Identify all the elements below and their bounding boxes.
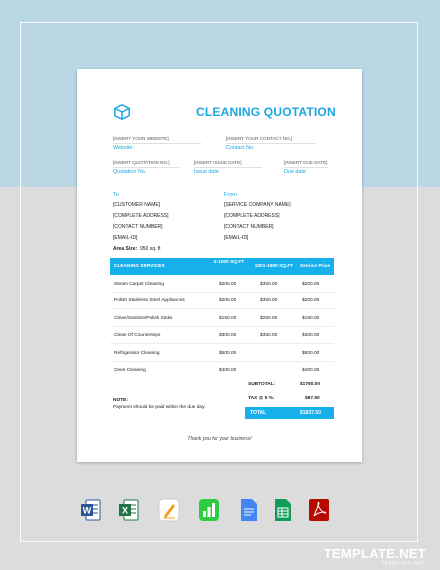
to-line: [COMPLETE ADDRESS] xyxy=(113,213,169,219)
quotation-label: Quotation No. xyxy=(113,169,147,175)
table-cell-service: Clean Of Countertops xyxy=(114,333,161,338)
header-services: CLEANING SERVICES xyxy=(114,264,165,269)
subtotal-value: $1750.00 xyxy=(300,382,321,387)
table-cell-price: $200.00 xyxy=(302,298,320,303)
template-net-brand xyxy=(324,546,426,567)
issue-date-placeholder: [INSERT ISSUE DATE] xyxy=(194,160,242,165)
google-docs-icon[interactable] xyxy=(238,498,260,522)
table-cell-price: $400.00 xyxy=(302,368,320,373)
numbers-icon[interactable] xyxy=(198,498,220,522)
table-cell-range-2: $250.00 xyxy=(260,316,278,321)
table-cell-service: Steam Carpet Cleaning xyxy=(114,282,164,287)
quotation-placeholder: [INSERT QUOTATION NO.] xyxy=(113,160,170,165)
divider xyxy=(113,143,201,144)
google-sheets-icon[interactable] xyxy=(272,498,294,522)
area-size-label: Area Size: xyxy=(113,246,138,252)
table-cell-range-1: $300.00 xyxy=(219,333,237,338)
tax-value: $87.50 xyxy=(305,396,320,401)
thank-you-text: Thank you for your business! xyxy=(187,436,252,442)
divider xyxy=(194,167,262,168)
table-cell-range-2: $350.00 xyxy=(260,333,278,338)
from-line: [COMPLETE ADDRESS] xyxy=(224,213,280,219)
box-logo-icon xyxy=(113,103,131,121)
header-range-2: 1001-1500 SQ.FT xyxy=(254,264,294,269)
header-service-price: Service Price xyxy=(299,264,331,269)
to-line: [CONTACT NUMBER] xyxy=(113,224,163,230)
pdf-icon[interactable] xyxy=(308,498,330,522)
contact-placeholder: [INSERT YOUR CONTACT NO.] xyxy=(226,136,293,141)
note-label: NOTE: xyxy=(113,398,128,403)
table-cell-price: $200.00 xyxy=(302,282,320,287)
table-cell-range-2: $350.00 xyxy=(260,282,278,287)
from-label: From xyxy=(224,192,237,198)
divider xyxy=(226,143,316,144)
pages-icon[interactable] xyxy=(158,498,180,522)
row-divider xyxy=(110,292,334,293)
due-date-label: Due date xyxy=(284,169,306,175)
subtotal-label: SUBTOTAL: xyxy=(248,382,276,387)
tax-label: TAX @ 5 %: xyxy=(248,396,275,401)
table-cell-price: $500.00 xyxy=(302,351,320,356)
document-title: CLEANING QUOTATION xyxy=(196,105,336,119)
row-divider xyxy=(110,326,334,327)
table-cell-range-1: $150.00 xyxy=(219,316,237,321)
contact-label: Contact No. xyxy=(226,145,255,151)
header-range-1: 0-1000 SQ.FT xyxy=(213,260,245,265)
divider xyxy=(113,167,179,168)
issue-date-label: Issue date xyxy=(194,169,219,175)
from-line: [CONTACT NUMBER] xyxy=(224,224,274,230)
to-label: To xyxy=(113,192,119,198)
row-divider xyxy=(110,361,334,362)
excel-icon[interactable] xyxy=(118,498,140,522)
brand-name: TEMPLATE.NET xyxy=(323,546,426,561)
to-line: [EMAIL-ID] xyxy=(113,235,138,241)
svg-text:X: X xyxy=(121,505,129,516)
table-cell-service: Polish Stainless Steel Appliances xyxy=(114,298,185,303)
svg-text:W: W xyxy=(82,505,92,516)
table-cell-service: Clean/Sanitize/Polish Sinks xyxy=(114,316,173,321)
table-cell-range-1: $500.00 xyxy=(219,351,237,356)
table-cell-service: Refrigerator Cleaning xyxy=(114,351,160,356)
table-cell-range-1: $200.00 xyxy=(219,298,237,303)
brand-sub: TEMPLATE.NET xyxy=(381,561,426,567)
table-header xyxy=(110,258,334,275)
total-bar xyxy=(245,407,334,419)
from-line: [EMAIL-ID] xyxy=(224,235,249,241)
website-placeholder: [INSERT YOUR WEBSITE] xyxy=(113,136,169,141)
due-date-placeholder: [INSERT DUE DATE] xyxy=(284,160,328,165)
total-value: $1837.50 xyxy=(300,410,321,416)
row-divider xyxy=(110,343,334,344)
total-label: TOTAL xyxy=(250,410,267,416)
website-label: Website: xyxy=(113,145,134,151)
word-icon[interactable] xyxy=(80,498,102,522)
table-cell-range-1: $400.00 xyxy=(219,368,237,373)
to-line: [CUSTOMER NAME] xyxy=(113,202,161,208)
table-cell-service: Oven Cleaning xyxy=(114,368,146,373)
table-cell-price: $300.00 xyxy=(302,333,320,338)
table-cell-price: $150.00 xyxy=(302,316,320,321)
from-line: [SERVICE COMPANY NAME] xyxy=(224,202,291,208)
table-cell-range-1: $200.00 xyxy=(219,282,237,287)
divider xyxy=(284,167,328,168)
row-divider xyxy=(110,308,334,309)
table-cell-range-2: $350.00 xyxy=(260,298,278,303)
note-text: Payment should be paid within the due day. xyxy=(113,405,206,410)
area-size-value: 950 sq. ft xyxy=(140,246,161,252)
